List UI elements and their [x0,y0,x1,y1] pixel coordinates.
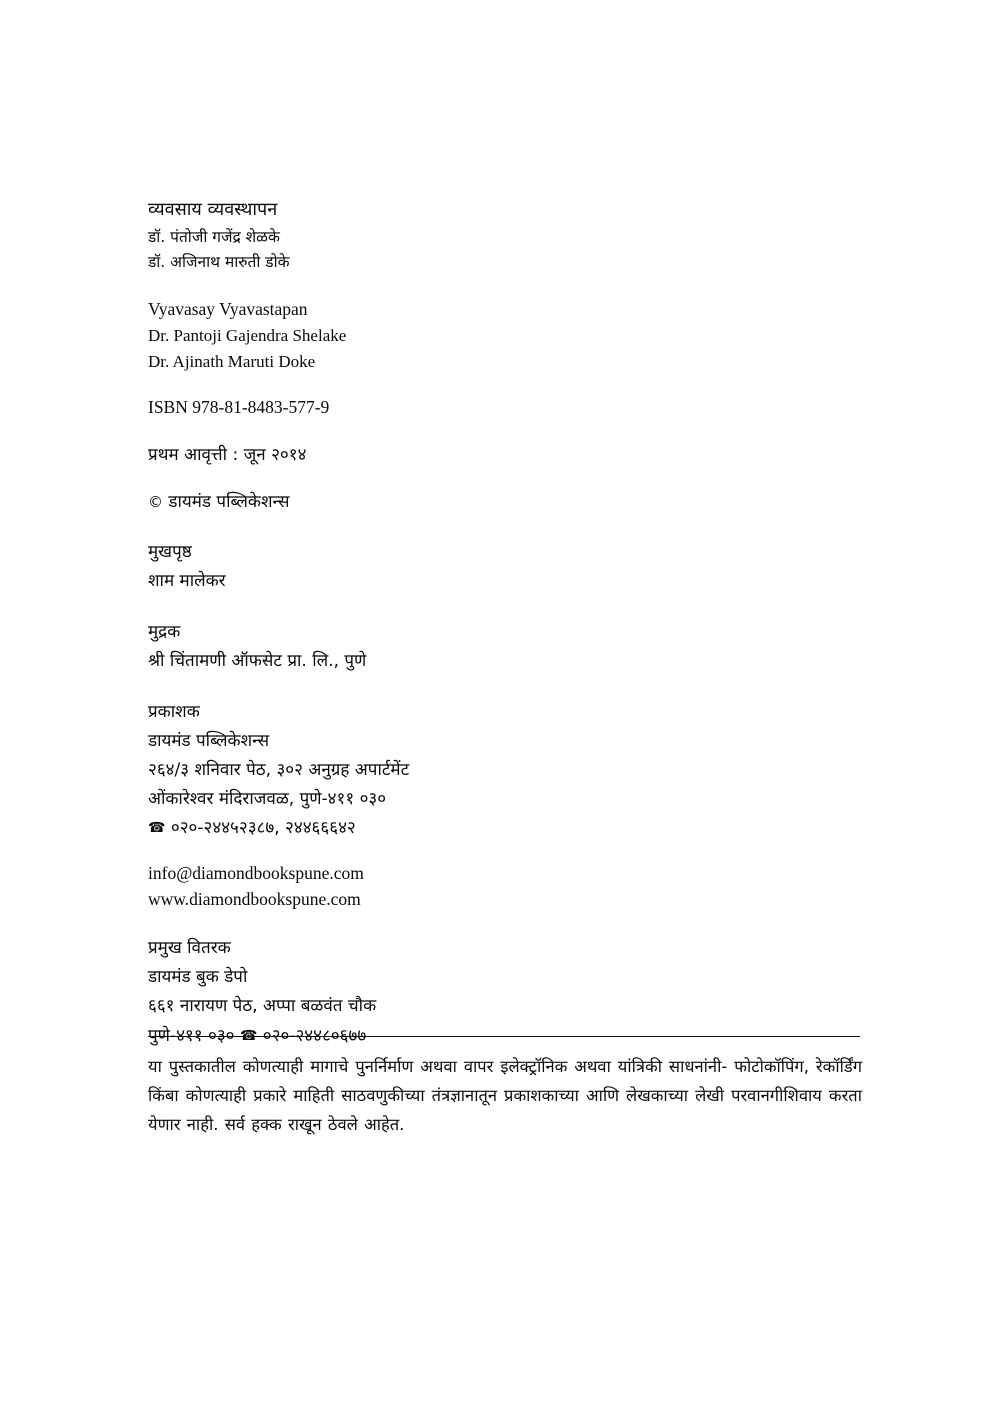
copyright-icon: © [148,493,163,512]
cover-credit-block [148,538,858,596]
telephone-icon: ☎ [148,820,166,837]
publisher-block [148,698,858,844]
author-2-devanagari: डॉ. अजिनाथ मारुती डोके [148,252,290,271]
distributor-label: प्रमुख वितरक [148,938,231,959]
title-author-devanagari-block [148,196,858,275]
publisher-address-line-2: ओंकारेश्वर मंदिराजवळ, पुणे-४११ ०३० [148,789,387,810]
publisher-label: प्रकाशक [148,701,200,722]
printer-value: श्री चिंतामणी ऑफसेट प्रा. लि., पुणे [148,650,367,671]
edition-text: प्रथम आवृत्ती : जून २०१४ [148,445,307,466]
distributor-phone-number: ०२०-२४४८०६७७ [262,1025,367,1046]
publisher-email[interactable]: info@diamondbookspune.com [148,862,364,883]
title-author-latin-block [148,295,858,376]
distributor-name: डायमंड बुक डेपो [148,967,248,988]
printer-label: मुद्रक [148,622,181,643]
book-title-latin: Vyavasay Vyavastapan [148,298,308,319]
isbn-block [148,397,858,418]
publisher-phone-numbers: ०२०-२४४५२३८७, २४४६६६४२ [170,818,356,839]
copyright-holder: डायमंड पब्लिकेशन्स [168,492,290,513]
telephone-icon: ☎ [239,1027,258,1044]
publisher-name: डायमंड पब्लिकेशन्स [148,730,270,751]
publisher-contact-block [148,860,858,913]
distributor-pincode: पुणे-४११ ०३० [148,1025,235,1046]
edition-block [148,442,858,465]
imprint-content [148,196,858,1051]
cover-credit-value: शाम मालेकर [148,571,226,592]
horizontal-divider [148,1036,860,1037]
publisher-website[interactable]: www.diamondbookspune.com [148,888,361,909]
author-1-devanagari: डॉ. पंतोजी गजेंद्र शेळके [148,228,280,246]
isbn-text: ISBN 978-81-8483-577-9 [148,397,330,418]
publisher-address-line-1: २६४/३ शनिवार पेठ, ३०२ अनुग्रह अपार्टमेंट [148,759,410,780]
author-2-latin: Dr. Ajinath Maruti Doke [148,351,316,371]
publisher-phone-line [148,814,858,843]
copyright-notice-text: या पुस्तकातील कोणत्याही मागाचे पुनर्निर्माण अथवा वापर इलेक्ट्रॉनिक अथवा यांत्रिकी साधनांनी- फोटोकॉपिंग, रेकॉर्डिंग किंबा कोणत्याही प्रकारे माहिती साठवणुकीच्या तंत्रज्ञानातून प्रकाशकाच्या आणि लेखकाच्या लेखी परवानगीशिवाय करता येणार नाही. सर्व हक्क राखून ठेवले आहेत. [148,1057,862,1134]
copyright-line [148,489,858,512]
copyright-block [148,489,858,512]
cover-credit-label: मुखपृष्ठ [148,542,192,563]
book-title-devanagari: व्यवसाय व्यवस्थापन [148,199,278,220]
distributor-address-line-1: ६६१ नारायण पेठ, अप्पा बळवंत चौक [148,996,377,1017]
distributor-block [148,934,858,1051]
printer-block [148,618,858,676]
author-1-latin: Dr. Pantoji Gajendra Shelake [148,325,347,345]
